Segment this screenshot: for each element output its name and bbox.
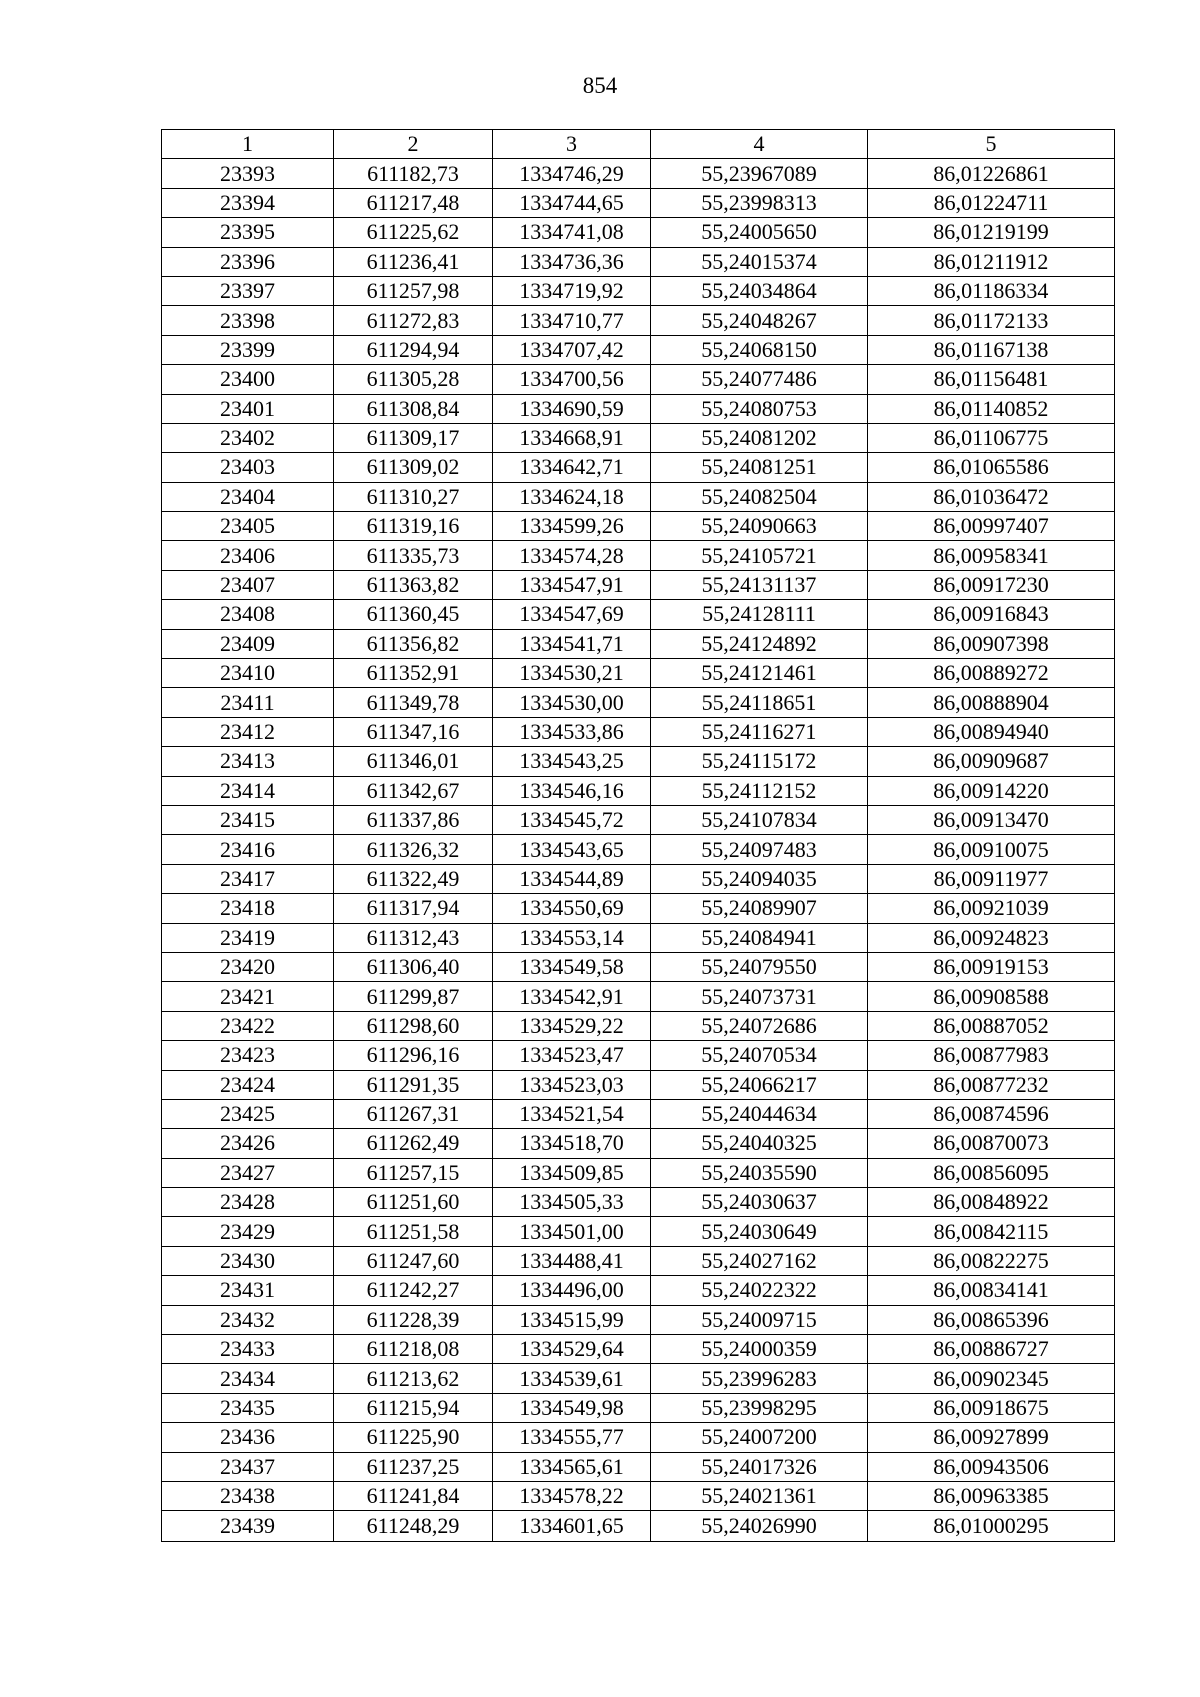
table-row: [162, 600, 1115, 629]
table-cell: 611337,86: [334, 805, 493, 834]
table-cell: 611236,41: [334, 247, 493, 276]
table-cell: 86,00911977: [868, 864, 1115, 893]
table-cell: 55,24034864: [651, 276, 868, 305]
table-cell: 86,00856095: [868, 1158, 1115, 1187]
table-cell: 1334624,18: [493, 482, 651, 511]
table-row: [162, 1305, 1115, 1334]
table-row: [162, 1041, 1115, 1070]
table-cell: 86,00902345: [868, 1364, 1115, 1393]
table-cell: 55,24084941: [651, 923, 868, 952]
table-cell: 23435: [162, 1393, 334, 1422]
table-cell: 86,00958341: [868, 541, 1115, 570]
table-row: [162, 276, 1115, 305]
table-cell: 55,24081202: [651, 423, 868, 452]
table-cell: 55,24040325: [651, 1129, 868, 1158]
table-row: [162, 717, 1115, 746]
table-cell: 55,24021361: [651, 1481, 868, 1510]
table-cell: 86,00914220: [868, 776, 1115, 805]
table-cell: 86,00919153: [868, 952, 1115, 981]
table-cell: 23429: [162, 1217, 334, 1246]
table-row: [162, 659, 1115, 688]
table-cell: 23394: [162, 188, 334, 217]
column-header: 5: [868, 130, 1115, 159]
table-row: [162, 1011, 1115, 1040]
table-cell: 611257,15: [334, 1158, 493, 1187]
table-header: [162, 130, 1115, 159]
table-cell: 611291,35: [334, 1070, 493, 1099]
table-cell: 1334529,64: [493, 1335, 651, 1364]
table-cell: 1334509,85: [493, 1158, 651, 1187]
table-cell: 611218,08: [334, 1335, 493, 1364]
table-cell: 1334544,89: [493, 864, 651, 893]
table-cell: 55,24007200: [651, 1423, 868, 1452]
table-cell: 86,00916843: [868, 600, 1115, 629]
table-cell: 23406: [162, 541, 334, 570]
table-cell: 611213,62: [334, 1364, 493, 1393]
table-cell: 23427: [162, 1158, 334, 1187]
table-cell: 55,24066217: [651, 1070, 868, 1099]
table-cell: 611242,27: [334, 1276, 493, 1305]
table-cell: 611322,49: [334, 864, 493, 893]
table-cell: 86,01065586: [868, 453, 1115, 482]
table-cell: 55,24121461: [651, 659, 868, 688]
table-cell: 55,24000359: [651, 1335, 868, 1364]
table-cell: 55,24026990: [651, 1511, 868, 1542]
table-cell: 23410: [162, 659, 334, 688]
table-cell: 1334549,98: [493, 1393, 651, 1422]
table-cell: 86,00870073: [868, 1129, 1115, 1158]
table-cell: 23413: [162, 747, 334, 776]
table-row: [162, 159, 1115, 188]
table-cell: 23414: [162, 776, 334, 805]
table-cell: 86,00909687: [868, 747, 1115, 776]
table-cell: 55,24118651: [651, 688, 868, 717]
table-cell: 86,00886727: [868, 1335, 1115, 1364]
table-cell: 611349,78: [334, 688, 493, 717]
table-cell: 23423: [162, 1041, 334, 1070]
table-row: [162, 365, 1115, 394]
table-cell: 611319,16: [334, 512, 493, 541]
table-row: [162, 1246, 1115, 1275]
table-row: [162, 188, 1115, 217]
table-cell: 23438: [162, 1481, 334, 1510]
table-cell: 23399: [162, 335, 334, 364]
table-cell: 23419: [162, 923, 334, 952]
table-cell: 611335,73: [334, 541, 493, 570]
table-row: [162, 1393, 1115, 1422]
table-cell: 1334578,22: [493, 1481, 651, 1510]
table-row: [162, 1364, 1115, 1393]
table-cell: 1334515,99: [493, 1305, 651, 1334]
table-cell: 611308,84: [334, 394, 493, 423]
table-cell: 611326,32: [334, 835, 493, 864]
table-cell: 86,01140852: [868, 394, 1115, 423]
table-cell: 1334533,86: [493, 717, 651, 746]
table-cell: 1334599,26: [493, 512, 651, 541]
table-cell: 23421: [162, 982, 334, 1011]
table-cell: 1334539,61: [493, 1364, 651, 1393]
table-cell: 86,01226861: [868, 159, 1115, 188]
table-cell: 611309,17: [334, 423, 493, 452]
table-cell: 55,24112152: [651, 776, 868, 805]
table-cell: 611248,29: [334, 1511, 493, 1542]
table-cell: 23431: [162, 1276, 334, 1305]
table-cell: 611310,27: [334, 482, 493, 511]
table-cell: 23398: [162, 306, 334, 335]
table-cell: 55,24017326: [651, 1452, 868, 1481]
table-cell: 86,01167138: [868, 335, 1115, 364]
table-cell: 1334542,91: [493, 982, 651, 1011]
table-cell: 611267,31: [334, 1099, 493, 1128]
table-cell: 1334501,00: [493, 1217, 651, 1246]
table-cell: 86,00842115: [868, 1217, 1115, 1246]
table-cell: 55,24116271: [651, 717, 868, 746]
table-cell: 1334707,42: [493, 335, 651, 364]
table-cell: 86,00888904: [868, 688, 1115, 717]
table-body: [162, 159, 1115, 1542]
table-cell: 611312,43: [334, 923, 493, 952]
table-cell: 86,00963385: [868, 1481, 1115, 1510]
table-cell: 23397: [162, 276, 334, 305]
table-cell: 55,24080753: [651, 394, 868, 423]
table-cell: 86,00910075: [868, 835, 1115, 864]
table-cell: 611241,84: [334, 1481, 493, 1510]
table-row: [162, 1276, 1115, 1305]
table-cell: 23433: [162, 1335, 334, 1364]
table-cell: 611305,28: [334, 365, 493, 394]
table-cell: 1334541,71: [493, 629, 651, 658]
table-cell: 1334668,91: [493, 423, 651, 452]
table-cell: 23420: [162, 952, 334, 981]
table-cell: 611247,60: [334, 1246, 493, 1275]
table-row: [162, 923, 1115, 952]
table-cell: 1334549,58: [493, 952, 651, 981]
table-cell: 86,00921039: [868, 894, 1115, 923]
table-cell: 611182,73: [334, 159, 493, 188]
table-row: [162, 952, 1115, 981]
table-cell: 1334553,14: [493, 923, 651, 952]
table-cell: 55,24044634: [651, 1099, 868, 1128]
table-cell: 55,24035590: [651, 1158, 868, 1187]
table-cell: 611356,82: [334, 629, 493, 658]
table-cell: 611298,60: [334, 1011, 493, 1040]
table-cell: 55,24027162: [651, 1246, 868, 1275]
table-cell: 611262,49: [334, 1129, 493, 1158]
table-cell: 55,24115172: [651, 747, 868, 776]
table-cell: 86,01172133: [868, 306, 1115, 335]
table-cell: 1334601,65: [493, 1511, 651, 1542]
table-row: [162, 541, 1115, 570]
table-cell: 55,24009715: [651, 1305, 868, 1334]
table-row: [162, 1129, 1115, 1158]
table-row: [162, 688, 1115, 717]
table-cell: 86,01036472: [868, 482, 1115, 511]
table-cell: 611217,48: [334, 188, 493, 217]
table-cell: 23428: [162, 1188, 334, 1217]
table-cell: 55,24015374: [651, 247, 868, 276]
table-cell: 23404: [162, 482, 334, 511]
table-cell: 1334547,91: [493, 570, 651, 599]
table-row: [162, 482, 1115, 511]
table-cell: 23439: [162, 1511, 334, 1542]
table-cell: 23422: [162, 1011, 334, 1040]
table-cell: 1334545,72: [493, 805, 651, 834]
table-cell: 23418: [162, 894, 334, 923]
table-cell: 23412: [162, 717, 334, 746]
table-cell: 23437: [162, 1452, 334, 1481]
table-cell: 611296,16: [334, 1041, 493, 1070]
table-cell: 23405: [162, 512, 334, 541]
table-cell: 86,01211912: [868, 247, 1115, 276]
table-row: [162, 982, 1115, 1011]
table-cell: 611342,67: [334, 776, 493, 805]
table-cell: 611225,62: [334, 218, 493, 247]
table-cell: 55,24089907: [651, 894, 868, 923]
table-cell: 611347,16: [334, 717, 493, 746]
table-cell: 55,23998313: [651, 188, 868, 217]
table-cell: 1334550,69: [493, 894, 651, 923]
table-cell: 86,00927899: [868, 1423, 1115, 1452]
table-row: [162, 1423, 1115, 1452]
table-cell: 86,00889272: [868, 659, 1115, 688]
table-row: [162, 1188, 1115, 1217]
table-cell: 611237,25: [334, 1452, 493, 1481]
table-cell: 86,00943506: [868, 1452, 1115, 1481]
table-cell: 86,00894940: [868, 717, 1115, 746]
table-row: [162, 1070, 1115, 1099]
table-cell: 86,00865396: [868, 1305, 1115, 1334]
table-row: [162, 864, 1115, 893]
table-cell: 55,23998295: [651, 1393, 868, 1422]
table-cell: 86,00913470: [868, 805, 1115, 834]
table-row: [162, 1511, 1115, 1542]
table-cell: 55,24090663: [651, 512, 868, 541]
table-cell: 55,24124892: [651, 629, 868, 658]
table-cell: 55,24107834: [651, 805, 868, 834]
table-cell: 1334746,29: [493, 159, 651, 188]
table-cell: 55,24005650: [651, 218, 868, 247]
table-cell: 23401: [162, 394, 334, 423]
table-cell: 1334547,69: [493, 600, 651, 629]
table-row: [162, 306, 1115, 335]
table-cell: 1334700,56: [493, 365, 651, 394]
table-cell: 23436: [162, 1423, 334, 1452]
table-cell: 23403: [162, 453, 334, 482]
table-cell: 23411: [162, 688, 334, 717]
table-cell: 55,24097483: [651, 835, 868, 864]
column-header: 4: [651, 130, 868, 159]
table-cell: 86,00822275: [868, 1246, 1115, 1275]
table-row: [162, 218, 1115, 247]
table-cell: 611228,39: [334, 1305, 493, 1334]
table-cell: 86,00918675: [868, 1393, 1115, 1422]
table-cell: 55,24128111: [651, 600, 868, 629]
table-cell: 23400: [162, 365, 334, 394]
table-cell: 55,24072686: [651, 1011, 868, 1040]
table-row: [162, 629, 1115, 658]
table-cell: 1334529,22: [493, 1011, 651, 1040]
table-cell: 55,24082504: [651, 482, 868, 511]
page-number: 854: [582, 73, 618, 98]
table-cell: 55,24073731: [651, 982, 868, 1011]
table-cell: 55,24030649: [651, 1217, 868, 1246]
header-row: [162, 130, 1115, 159]
table-row: [162, 747, 1115, 776]
table-row: [162, 835, 1115, 864]
table-cell: 55,24081251: [651, 453, 868, 482]
table-cell: 23395: [162, 218, 334, 247]
table-cell: 1334741,08: [493, 218, 651, 247]
table-cell: 1334523,47: [493, 1041, 651, 1070]
table-cell: 86,01106775: [868, 423, 1115, 452]
table-cell: 1334530,21: [493, 659, 651, 688]
table-cell: 23424: [162, 1070, 334, 1099]
table-cell: 23408: [162, 600, 334, 629]
table-row: [162, 805, 1115, 834]
table-cell: 611251,58: [334, 1217, 493, 1246]
table-cell: 23407: [162, 570, 334, 599]
table-cell: 55,24022322: [651, 1276, 868, 1305]
table-cell: 86,01219199: [868, 218, 1115, 247]
table-cell: 86,00908588: [868, 982, 1115, 1011]
table-cell: 1334574,28: [493, 541, 651, 570]
table-cell: 1334488,41: [493, 1246, 651, 1275]
table-cell: 55,24131137: [651, 570, 868, 599]
table-cell: 23393: [162, 159, 334, 188]
table-cell: 611299,87: [334, 982, 493, 1011]
table-cell: 611309,02: [334, 453, 493, 482]
table-cell: 55,24094035: [651, 864, 868, 893]
table-row: [162, 512, 1115, 541]
table-cell: 86,01156481: [868, 365, 1115, 394]
table-row: [162, 1217, 1115, 1246]
column-header: 1: [162, 130, 334, 159]
table-cell: 1334565,61: [493, 1452, 651, 1481]
table-row: [162, 247, 1115, 276]
table-cell: 86,00924823: [868, 923, 1115, 952]
table-cell: 611352,91: [334, 659, 493, 688]
table-cell: 611257,98: [334, 276, 493, 305]
table-row: [162, 570, 1115, 599]
table-cell: 55,24030637: [651, 1188, 868, 1217]
table-row: [162, 1481, 1115, 1510]
table-row: [162, 776, 1115, 805]
table-row: [162, 1099, 1115, 1128]
table-cell: 86,00848922: [868, 1188, 1115, 1217]
table-cell: 55,23967089: [651, 159, 868, 188]
table-cell: 55,24105721: [651, 541, 868, 570]
table-cell: 86,00997407: [868, 512, 1115, 541]
table-cell: 86,00917230: [868, 570, 1115, 599]
table-row: [162, 894, 1115, 923]
table-cell: 1334719,92: [493, 276, 651, 305]
table-row: [162, 1158, 1115, 1187]
table-cell: 1334642,71: [493, 453, 651, 482]
table-row: [162, 1452, 1115, 1481]
table-cell: 23432: [162, 1305, 334, 1334]
table-cell: 23430: [162, 1246, 334, 1275]
table-cell: 611346,01: [334, 747, 493, 776]
table-cell: 23426: [162, 1129, 334, 1158]
table-cell: 55,23996283: [651, 1364, 868, 1393]
table-cell: 1334736,36: [493, 247, 651, 276]
table-cell: 611251,60: [334, 1188, 493, 1217]
table-cell: 1334496,00: [493, 1276, 651, 1305]
table-cell: 55,24048267: [651, 306, 868, 335]
table-row: [162, 1335, 1115, 1364]
coordinates-table: [161, 129, 1115, 1542]
table-cell: 1334710,77: [493, 306, 651, 335]
table-cell: 23415: [162, 805, 334, 834]
table-cell: 86,00887052: [868, 1011, 1115, 1040]
column-header: 3: [493, 130, 651, 159]
table-cell: 23396: [162, 247, 334, 276]
table-cell: 1334546,16: [493, 776, 651, 805]
table-cell: 55,24068150: [651, 335, 868, 364]
table-cell: 611360,45: [334, 600, 493, 629]
table-cell: 86,01000295: [868, 1511, 1115, 1542]
table-cell: 86,01224711: [868, 188, 1115, 217]
table-cell: 86,00877232: [868, 1070, 1115, 1099]
table-cell: 23402: [162, 423, 334, 452]
table-cell: 1334543,25: [493, 747, 651, 776]
table-row: [162, 335, 1115, 364]
table-cell: 611317,94: [334, 894, 493, 923]
table-cell: 86,00874596: [868, 1099, 1115, 1128]
table-cell: 1334690,59: [493, 394, 651, 423]
table-cell: 55,24079550: [651, 952, 868, 981]
column-header: 2: [334, 130, 493, 159]
table-cell: 23434: [162, 1364, 334, 1393]
table-cell: 1334518,70: [493, 1129, 651, 1158]
table-cell: 86,00834141: [868, 1276, 1115, 1305]
table-cell: 611215,94: [334, 1393, 493, 1422]
table-cell: 86,00877983: [868, 1041, 1115, 1070]
table-cell: 1334530,00: [493, 688, 651, 717]
table-cell: 1334555,77: [493, 1423, 651, 1452]
table-cell: 611306,40: [334, 952, 493, 981]
table-cell: 1334521,54: [493, 1099, 651, 1128]
table-cell: 611272,83: [334, 306, 493, 335]
table-cell: 23417: [162, 864, 334, 893]
table-cell: 23416: [162, 835, 334, 864]
table-cell: 1334523,03: [493, 1070, 651, 1099]
table-cell: 86,00907398: [868, 629, 1115, 658]
table-cell: 23409: [162, 629, 334, 658]
table-cell: 86,01186334: [868, 276, 1115, 305]
table-cell: 1334744,65: [493, 188, 651, 217]
table-cell: 611225,90: [334, 1423, 493, 1452]
table-cell: 23425: [162, 1099, 334, 1128]
table-cell: 1334505,33: [493, 1188, 651, 1217]
table-cell: 1334543,65: [493, 835, 651, 864]
table-row: [162, 423, 1115, 452]
table-row: [162, 394, 1115, 423]
table-cell: 55,24077486: [651, 365, 868, 394]
table-cell: 55,24070534: [651, 1041, 868, 1070]
table-cell: 611363,82: [334, 570, 493, 599]
table-row: [162, 453, 1115, 482]
table-cell: 611294,94: [334, 335, 493, 364]
